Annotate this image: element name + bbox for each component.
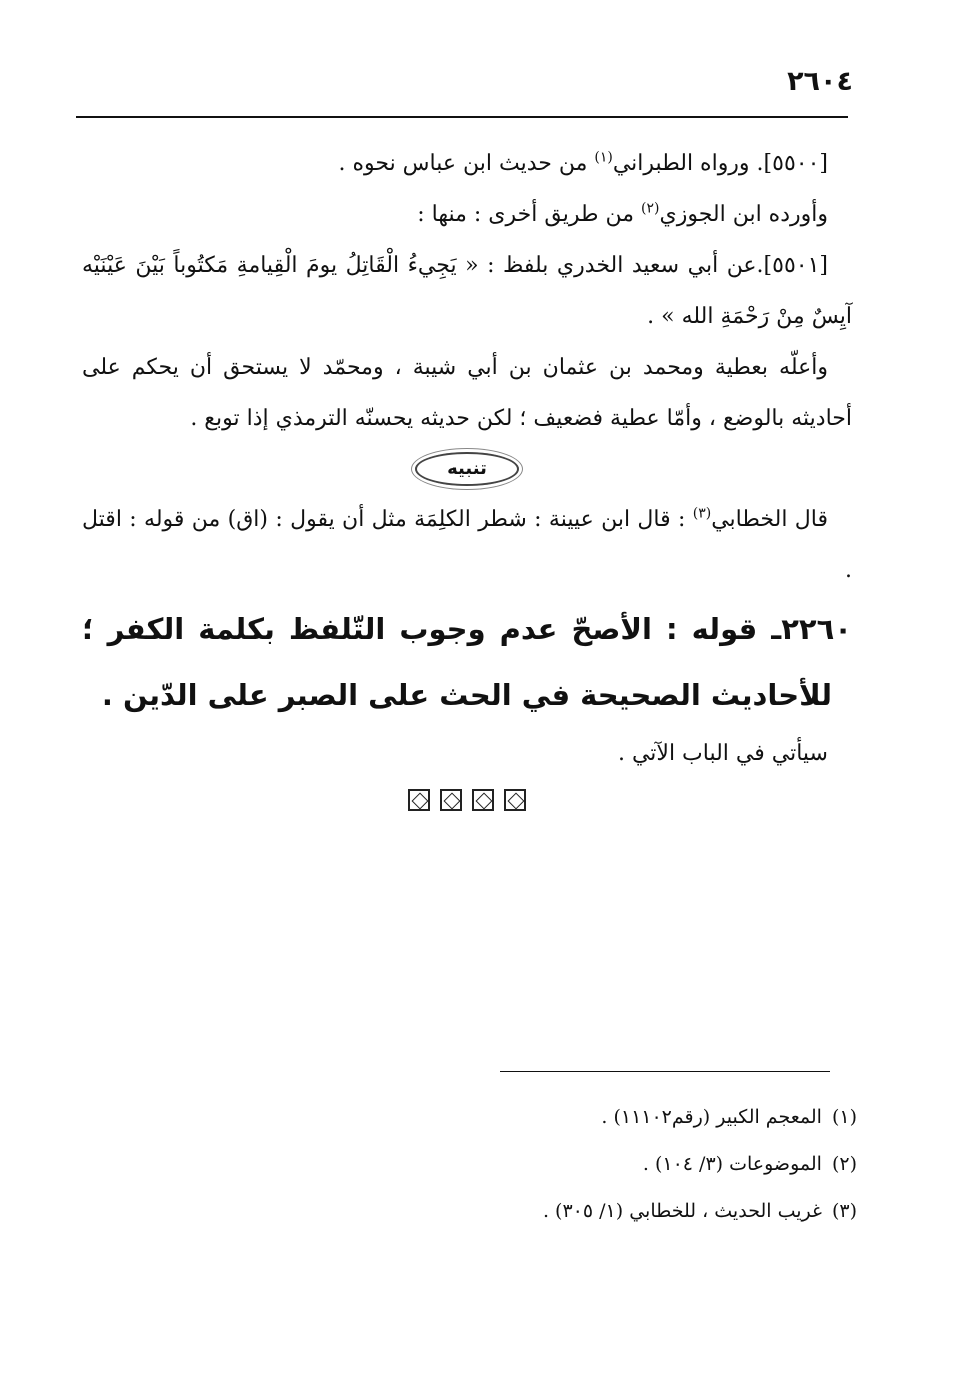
footnote-text: الموضوعات (٣/ ١٠٤) . [642, 1153, 822, 1175]
footnote-item [157, 1141, 857, 1188]
footnote-number: (٣) [831, 1200, 857, 1222]
paragraph-text: [٥٥٠٠]. ورواه الطبراني [612, 151, 828, 176]
footnote-item [157, 1188, 857, 1235]
main-text [82, 138, 852, 815]
paragraph-khudri: [٥٥٠١].عن أبي سعيد الخدري بلفظ : « يَجِيءُ الْقَاتِلُ يومَ الْقِيامةِ مَكتُوباً بَيْنَ عَيْنَيْه آيِسٌ مِنْ رَحْمَةِ الله » . [82, 253, 852, 329]
notice-badge: تنبيه [415, 452, 519, 486]
footnote-text: غريب الحديث ، للخطابي (١/ ٣٠٥) . [542, 1200, 822, 1222]
footnote-rule [500, 1071, 830, 1072]
page-number: ٢٦٠٤ [787, 66, 853, 97]
paragraph-text: : قال ابن عيينة : شطر الكلِمَة مثل أن يقول : (اق) من قوله : اقتل . [82, 507, 852, 583]
footnote-ref: (١) [594, 149, 613, 166]
footnote-number: (١) [831, 1106, 857, 1128]
footnote-number: (٢) [831, 1153, 857, 1175]
paragraph-khattabi [82, 494, 852, 596]
ornament-icon [472, 789, 494, 811]
footnote-ref: (٣) [692, 505, 712, 522]
notice-heading [82, 444, 852, 494]
footnote-item [157, 1094, 857, 1141]
paragraph-ibn-jawzi [82, 189, 852, 240]
paragraph-illah: وأعلّه بعطية ومحمد بن عثمان بن أبي شيبة ، ومحمّد لا يستحق أن يحكم على أحاديثه بالوضع ، وأمّا عطية فضعيف ؛ لكن حديثه يحسنّه الترمذي إذا توبع . [82, 355, 852, 431]
header-rule [76, 116, 848, 118]
paragraph-text: من طريق أخرى : منها : [417, 202, 642, 227]
chapter-heading: ٢٢٦٠ـ قوله : الأصحّ عدم وجوب التّلفظ بكلمة الكفر ؛ للأحاديث الصحيحة في الحث على الصبر على الدّين . [82, 612, 852, 712]
paragraph-text: قال الخطابي [711, 507, 828, 532]
ornament-icon [408, 789, 430, 811]
ornament-icon [440, 789, 462, 811]
footnote-text: المعجم الكبير (رقم١١١٠٢) . [601, 1106, 822, 1128]
footnote-ref: (٢) [641, 200, 660, 217]
section-ornaments [82, 785, 852, 815]
paragraph-text: من حديث ابن عباس نحوه . [338, 151, 595, 176]
footnotes [157, 1094, 857, 1235]
paragraph-tabarani [82, 138, 852, 189]
paragraph-text: وأورده ابن الجوزي [659, 202, 828, 227]
paragraph-next-chapter: سيأتي في الباب الآتي . [617, 741, 828, 766]
ornament-icon [504, 789, 526, 811]
